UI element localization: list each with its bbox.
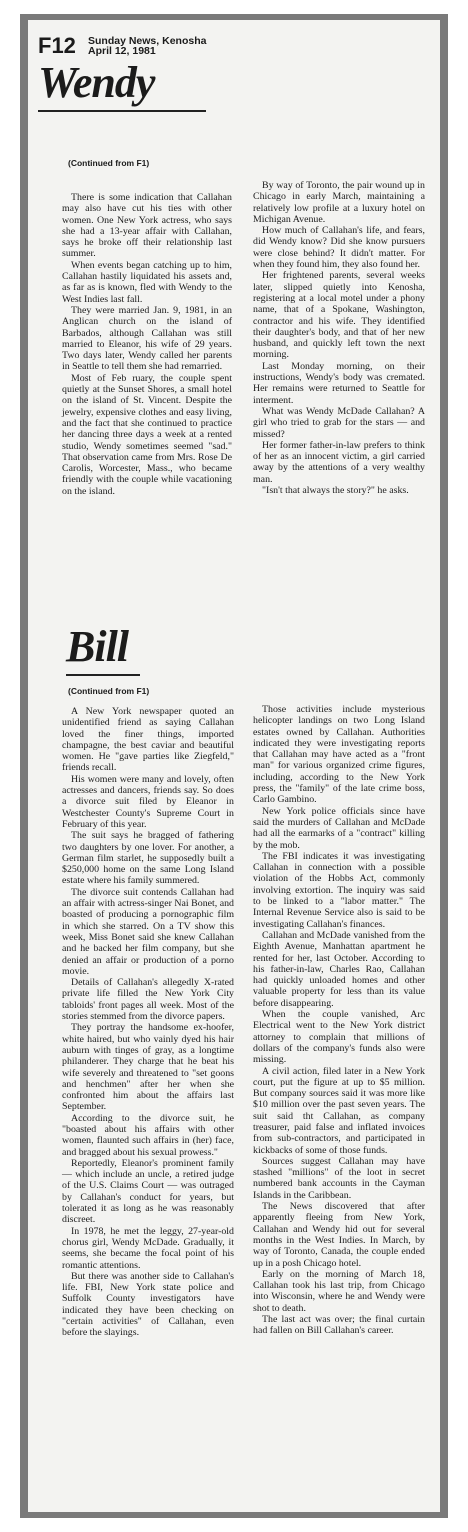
bill-headline-rule bbox=[66, 674, 140, 676]
bill-paragraph: A civil action, filed later in a New York court, put the figure at up to $5 million. But company sources said it was more like $10 million over the past seven years. The suit said tht Callahan, as company treasurer, paid false and inflated invoices from sub-contractors, and participated in kickbacks of some of those funds. bbox=[253, 1065, 425, 1156]
bill-paragraph: When the couple vanished, Arc Electrical went to the New York district attorney to complain that millions of dollars of the company's funds also were missing. bbox=[253, 1009, 425, 1066]
bill-paragraph: The News discovered that after apparently fleeing from New York, Callahan and Wendy hid out for several months in the West Indies. In March, by way of Toronto, Canada, the couple ended up in a posh Chicago hotel. bbox=[253, 1201, 425, 1269]
paper-name: Sunday News, Kenosha bbox=[88, 35, 207, 47]
bill-paragraph: In 1978, he met the leggy, 27-year-old chorus girl, Wendy McDade. Gradually, it seems, she became the focal point of his romantic attentions. bbox=[62, 1225, 234, 1271]
bill-paragraph: The FBI indicates it was investigating Callahan in connection with a possible violation of the Hobbs Act, commonly involving extortion. The inquiry was said to be linked to a "labor matter." The Internal Revenue Service also is said to be investigating Callahan's finances. bbox=[253, 850, 425, 930]
bill-paragraph: But there was another side to Callahan's life. FBI, New York state police and Suffolk County investigators have indicated they have been checking on "certain activities" of Callahan, even before the slayings. bbox=[62, 1270, 234, 1339]
wendy-paragraph: Her frightened parents, several weeks later, slipped quietly into Kenosha, registering at a local motel under a phony name, that of a Spokane, Washington, contractor and his wife. They identified their daughter's body, and that of her new husband, and quickly left town the next morning. bbox=[253, 270, 425, 361]
wendy-paragraph: What was Wendy McDade Callahan? A girl who tried to grab for the stars — and missed? bbox=[253, 405, 425, 440]
bill-paragraph: Those activities include mysterious helicopter landings on two Long Island estates owned by Callahan. Authorities indicated they were investigating reports that Callahan may have acted as a "front man" for various organized crime figures, including, according to the New York press, the "family" of the late crime boss, Carlo Gambino. bbox=[253, 704, 425, 806]
wendy-paragraph: Most of Feb ruary, the couple spent quietly at the Sunset Shores, a small hotel on the island of St. Vincent. Despite the jewelry, expensive clothes and easy living, and the fact that she continued to practice her dancing three days a week at a rented studio, Wendy sometimes seemed "sad." That observation came from Mrs. Rose De Carolis, Worcester, Mass., who became friendly with the couple while vacationing on the island. bbox=[62, 372, 232, 497]
wendy-column-right bbox=[253, 180, 425, 496]
bill-headline: Bill bbox=[66, 622, 129, 671]
bill-paragraph: A New York newspaper quoted an unidentified friend as saying Callahan loved the finer things, imported champagne, the best caviar and beautiful women. He "gave parties like Ziegfeld," friends recall. bbox=[62, 706, 234, 774]
bill-paragraph: They portray the handsome ex-hoofer, white haired, but who vainly dyed his hair auburn with tinges of gray, as a longtime philanderer. They charge that he beat his wife severely and threatened to "set goons and henchmen" after her when she confronted him about the affairs last September. bbox=[62, 1022, 234, 1113]
wendy-paragraph: By way of Toronto, the pair wound up in Chicago in early March, maintaining a relatively low profile at a luxury hotel on Michigan Avenue. bbox=[253, 180, 425, 225]
bill-paragraph: The last act was over; the final curtain had fallen on Bill Callahan's career. bbox=[253, 1314, 425, 1337]
bill-paragraph: Callahan and McDade vanished from the Eighth Avenue, Manhattan apartment he rented for her, last October. According to his father-in-law, Charles Rao, Callahan had quickly unloaded homes and other valuable property for less than its value before disappearing. bbox=[253, 929, 425, 1009]
bill-column-left bbox=[62, 706, 234, 1339]
wendy-headline-rule bbox=[38, 110, 206, 112]
bill-paragraph: New York police officials since have said the murders of Callahan and McDade had all the earmarks of a "contract" killing by the mob. bbox=[253, 805, 425, 851]
page-number: F12 bbox=[38, 33, 76, 58]
wendy-continued-note: (Continued from F1) bbox=[68, 158, 150, 168]
wendy-headline: Wendy bbox=[38, 58, 155, 107]
bill-column-right bbox=[253, 704, 425, 1337]
bill-continued-note: (Continued from F1) bbox=[68, 686, 150, 696]
bill-paragraph: Reportedly, Eleanor's prominent family — which include an uncle, a retired judge of the U.S. Claims Court — was outraged by Callahan's conduct for years, but tolerated it as long as he was reasonably discreet. bbox=[62, 1157, 234, 1226]
wendy-paragraph: When events began catching up to him, Callahan hastily liquidated his assets and, as far as is known, fled with Wendy to the West Indies last fall. bbox=[62, 259, 232, 305]
wendy-paragraph: How much of Callahan's life, and fears, did Wendy know? Did she know pursuers were close behind? It didn't matter. For when they found him, they also found her. bbox=[253, 225, 425, 271]
wendy-column-left bbox=[62, 192, 232, 497]
bill-paragraph: Details of Callahan's allegedly X-rated private life filled the New York City tabloids' front pages all week. Most of the stories stemmed from the divorce papers. bbox=[62, 977, 234, 1023]
wendy-paragraph: "Isn't that always the story?" he asks. bbox=[262, 485, 409, 497]
bill-paragraph: Early on the morning of March 18, Callahan took his last trip, from Chicago into Wisconsin, where he and Wendy were shot to death. bbox=[253, 1268, 425, 1314]
bill-paragraph: Sources suggest Callahan may have stashed "millions" of the loot in secret numbered bank accounts in the Cayman Islands in the Caribbean. bbox=[253, 1155, 425, 1201]
wendy-paragraph: Her former father-in-law prefers to think of her as an innocent victim, a girl carried away by the attentions of a very wealthy man. bbox=[253, 439, 425, 485]
issue-date: April 12, 1981 bbox=[88, 45, 156, 57]
wendy-paragraph: They were married Jan. 9, 1981, in an Anglican church on the island of Barbados, although Callahan was still married to Eleanor, his wife of 29 years. Two days later, Wendy called her parents in Seattle to tell them she had remarried. bbox=[62, 304, 232, 373]
bill-paragraph: His women were many and lovely, often actresses and dancers, friends say. So does a divorce suit filed by Eleanor in Westchester County's Supreme Court in February of this year. bbox=[62, 773, 234, 830]
bill-paragraph: The divorce suit contends Callahan had an affair with actress-singer Nai Bonet, and boasted of producing a pornographic film in which she starred. On a TV show this week, Miss Bonet said she knew Callahan and he backed her film company, but she denied an affair or production of a porno movie. bbox=[62, 886, 234, 977]
wendy-paragraph: There is some indication that Callahan may also have cut his ties with other women. One New York actress, who says she had a 13-year affair with Callahan, says he broke off their relationship last summer. bbox=[62, 192, 232, 260]
bill-paragraph: According to the divorce suit, he "boasted about his affairs with other women, flaunted such affairs in (her) face, and bragged about his sexual prowess." bbox=[62, 1112, 234, 1158]
bill-paragraph: The suit says he bragged of fathering two daughters by one lover. For another, a German film starlet, he supposedly built a $250,000 home on the same Long Island estate where his family summered. bbox=[62, 830, 234, 887]
wendy-paragraph: Last Monday morning, on their instructions, Wendy's body was cremated. Her remains were returned to Seattle for interment. bbox=[253, 360, 425, 406]
dateline bbox=[88, 36, 258, 56]
newspaper-page bbox=[28, 20, 440, 1512]
page-frame bbox=[20, 14, 448, 1518]
